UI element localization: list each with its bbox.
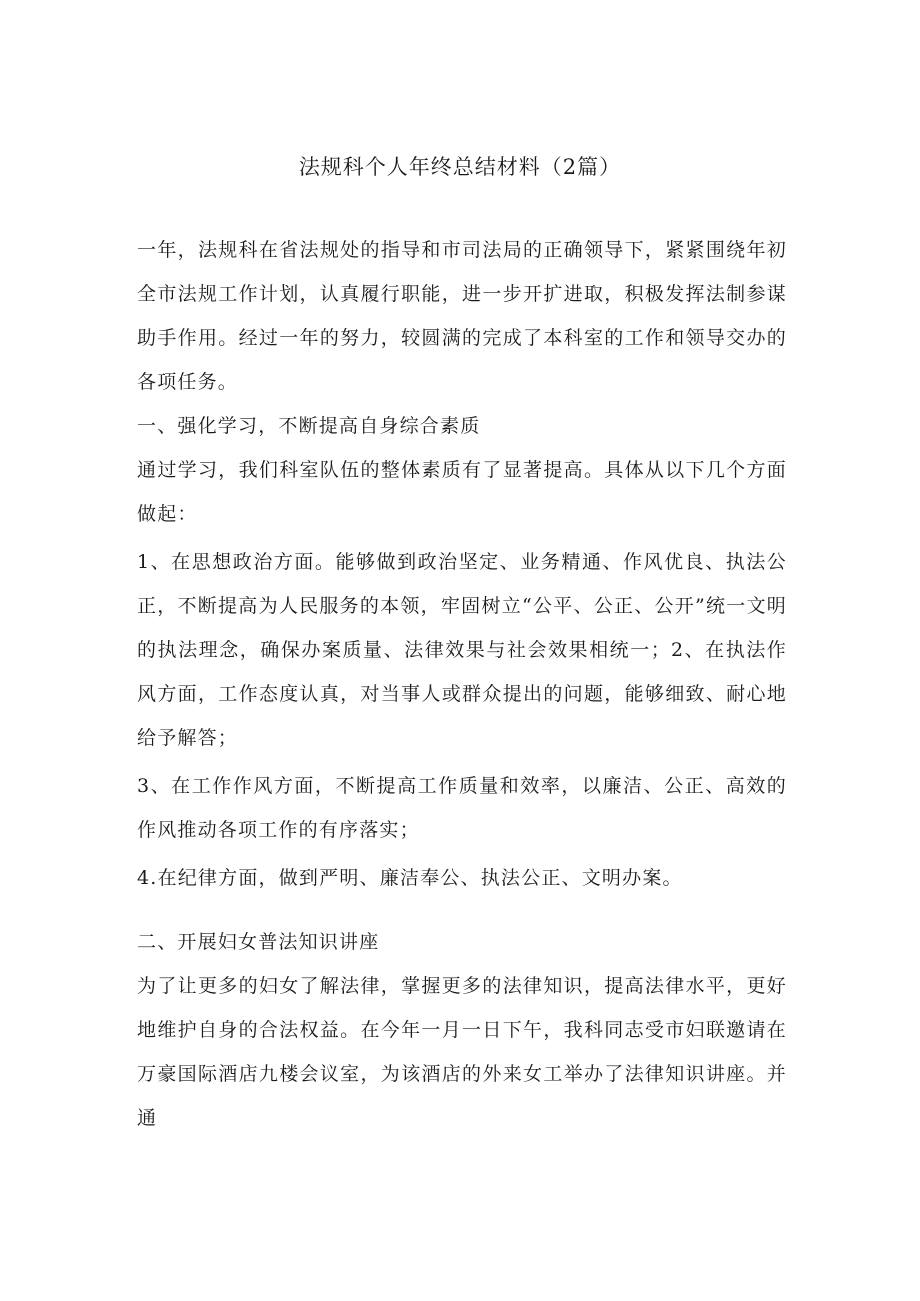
paragraph-item-1-2: 1、在思想政治方面。能够做到政治坚定、业务精通、作风优良、执法公正，不断提高为人民服务的本领，牢固树立“公平、公正、公开”统一文明的执法理念，确保办案质量、法律效果与社会效果相统一；2、在执法作风方面，工作态度认真，对当事人或群众提出的问题，能够细致、耐心地给予解答； [137,551,787,749]
paragraph-item-4: 4.在纪律方面，做到严明、廉洁奉公、执法公正、文明办案。 [137,867,683,889]
paragraph-study: 通过学习，我们科室队伍的整体素质有了显著提高。具体从以下几个方面做起： [137,459,787,525]
section-heading-1: 一、强化学习，不断提高自身综合素质 [137,415,481,437]
paragraph-item-3: 3、在工作作风方面，不断提高工作质量和效率，以廉洁、公正、高效的作风推动各项工作的有序落实； [137,775,787,841]
paragraph-lecture: 为了让更多的妇女了解法律，掌握更多的法律知识，提高法律水平，更好地维护自身的合法权益。在今年一月一日下午，我科同志受市妇联邀请在万豪国际酒店九楼会议室，为该酒店的外来女工举办了法律知识讲座。并通 [137,975,787,1129]
paragraph-intro: 一年，法规科在省法规处的指导和市司法局的正确领导下，紧紧围绕年初全市法规工作计划，认真履行职能，进一步开扩进取，积极发挥法制参谋助手作用。经过一年的努力，较圆满的完成了本科室的工作和领导交办的各项任务。 [137,239,787,393]
document-body [137,228,787,1140]
spacer [137,900,787,920]
document-title: 法规科个人年终总结材料（2篇） [298,155,622,179]
section-heading-2: 二、开展妇女普法知识讲座 [137,931,380,953]
